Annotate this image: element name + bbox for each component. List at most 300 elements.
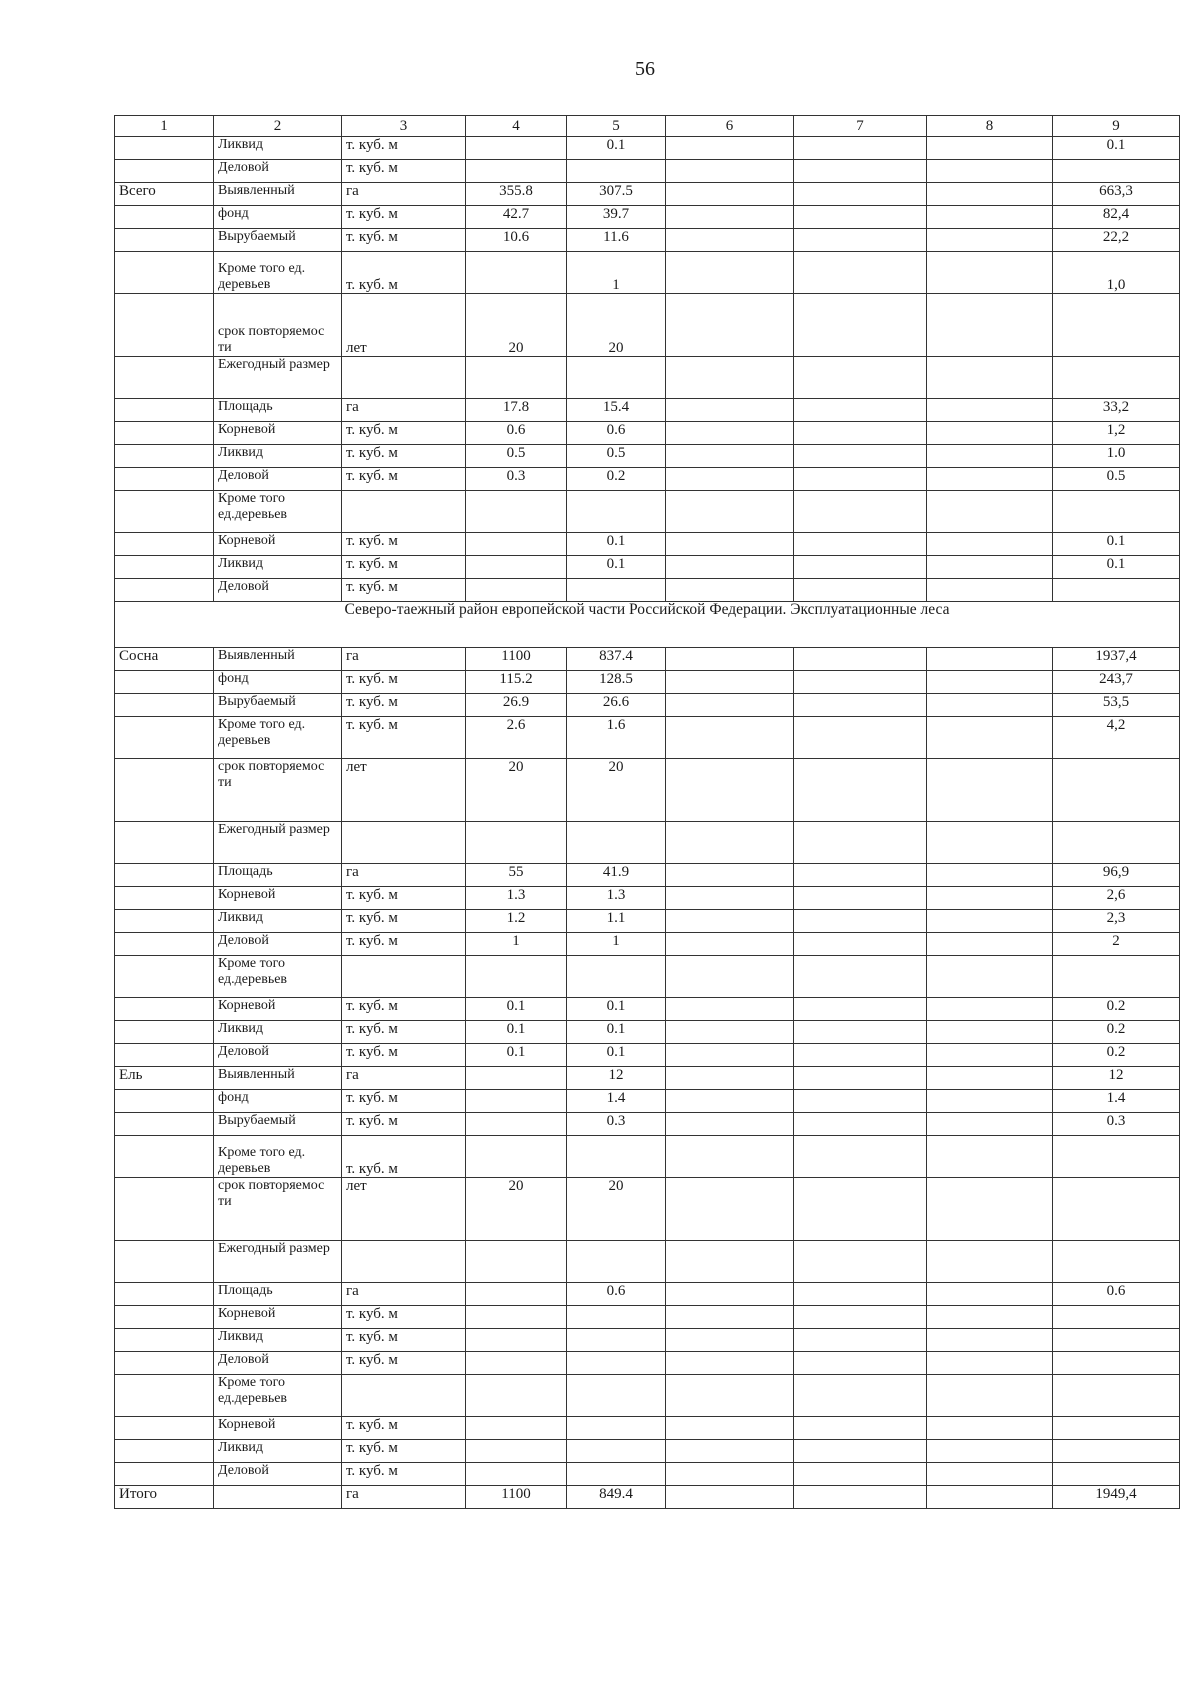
table-row bbox=[115, 933, 1180, 956]
indicator-cell: Площадь bbox=[214, 864, 342, 887]
indicator-cell: Ликвид bbox=[214, 1440, 342, 1463]
species-cell bbox=[115, 533, 214, 556]
indicator-cell: Выявленный bbox=[214, 1067, 342, 1090]
value-cell bbox=[794, 1283, 927, 1306]
indicator-cell: Деловой bbox=[214, 1352, 342, 1375]
species-cell bbox=[115, 998, 214, 1021]
value-cell bbox=[466, 579, 567, 602]
value-cell bbox=[927, 648, 1053, 671]
value-cell: 849.4 bbox=[567, 1486, 666, 1509]
species-cell bbox=[115, 1417, 214, 1440]
value-cell bbox=[666, 759, 794, 822]
value-cell bbox=[666, 1113, 794, 1136]
value-cell: 41.9 bbox=[567, 864, 666, 887]
unit-cell: т. куб. м bbox=[342, 910, 466, 933]
value-cell: 128.5 bbox=[567, 671, 666, 694]
total-cell: 2,6 bbox=[1053, 887, 1180, 910]
value-cell: 0.1 bbox=[567, 533, 666, 556]
indicator-cell: Вырубаемый bbox=[214, 694, 342, 717]
value-cell bbox=[666, 579, 794, 602]
unit-cell bbox=[342, 1241, 466, 1283]
species-cell bbox=[115, 1440, 214, 1463]
indicator-cell: Корневой bbox=[214, 887, 342, 910]
value-cell bbox=[666, 1463, 794, 1486]
species-cell bbox=[115, 910, 214, 933]
total-cell: 1937,4 bbox=[1053, 648, 1180, 671]
species-cell bbox=[115, 1463, 214, 1486]
table-row bbox=[115, 533, 1180, 556]
unit-cell: т. куб. м bbox=[342, 579, 466, 602]
table-row bbox=[115, 137, 1180, 160]
value-cell bbox=[927, 910, 1053, 933]
value-cell bbox=[927, 694, 1053, 717]
value-cell bbox=[466, 556, 567, 579]
forest-data-table bbox=[114, 115, 1180, 1509]
value-cell bbox=[666, 1136, 794, 1178]
table-row bbox=[115, 1178, 1180, 1241]
value-cell bbox=[794, 579, 927, 602]
indicator-cell: срок повторяемос ти bbox=[214, 759, 342, 822]
indicator-cell: Деловой bbox=[214, 160, 342, 183]
total-cell: 33,2 bbox=[1053, 399, 1180, 422]
value-cell bbox=[466, 1440, 567, 1463]
value-cell bbox=[666, 137, 794, 160]
total-cell bbox=[1053, 1440, 1180, 1463]
value-cell bbox=[666, 422, 794, 445]
unit-cell bbox=[342, 956, 466, 998]
value-cell bbox=[927, 1306, 1053, 1329]
table-row bbox=[115, 357, 1180, 399]
value-cell bbox=[927, 822, 1053, 864]
value-cell bbox=[927, 206, 1053, 229]
value-cell: 0.1 bbox=[567, 1021, 666, 1044]
species-cell bbox=[115, 1113, 214, 1136]
table-row bbox=[115, 252, 1180, 294]
species-cell bbox=[115, 160, 214, 183]
value-cell bbox=[927, 1090, 1053, 1113]
value-cell bbox=[927, 1375, 1053, 1417]
value-cell bbox=[466, 1329, 567, 1352]
indicator-cell: Ликвид bbox=[214, 556, 342, 579]
total-cell bbox=[1053, 822, 1180, 864]
value-cell bbox=[794, 1486, 927, 1509]
value-cell bbox=[794, 1090, 927, 1113]
unit-cell: т. куб. м bbox=[342, 717, 466, 759]
value-cell bbox=[794, 694, 927, 717]
indicator-cell: Ежегодный размер bbox=[214, 357, 342, 399]
value-cell bbox=[927, 998, 1053, 1021]
value-cell bbox=[927, 717, 1053, 759]
value-cell: 1.1 bbox=[567, 910, 666, 933]
species-cell bbox=[115, 357, 214, 399]
indicator-cell: срок повторяемос ти bbox=[214, 1178, 342, 1241]
total-cell: 0.6 bbox=[1053, 1283, 1180, 1306]
value-cell bbox=[466, 1067, 567, 1090]
unit-cell: т. куб. м bbox=[342, 1352, 466, 1375]
value-cell bbox=[794, 1178, 927, 1241]
value-cell bbox=[567, 579, 666, 602]
value-cell bbox=[927, 759, 1053, 822]
indicator-cell: Деловой bbox=[214, 468, 342, 491]
value-cell bbox=[567, 160, 666, 183]
value-cell bbox=[794, 910, 927, 933]
value-cell bbox=[666, 1178, 794, 1241]
total-cell: 0.2 bbox=[1053, 998, 1180, 1021]
unit-cell: т. куб. м bbox=[342, 1329, 466, 1352]
value-cell bbox=[794, 1044, 927, 1067]
value-cell bbox=[794, 671, 927, 694]
indicator-cell: Деловой bbox=[214, 579, 342, 602]
total-cell bbox=[1053, 759, 1180, 822]
unit-cell: га bbox=[342, 1067, 466, 1090]
value-cell bbox=[666, 491, 794, 533]
species-cell bbox=[115, 252, 214, 294]
unit-cell: т. куб. м bbox=[342, 1440, 466, 1463]
value-cell bbox=[794, 252, 927, 294]
value-cell bbox=[927, 183, 1053, 206]
value-cell bbox=[567, 1463, 666, 1486]
indicator-cell: Выявленный bbox=[214, 648, 342, 671]
unit-cell bbox=[342, 491, 466, 533]
table-row bbox=[115, 864, 1180, 887]
table-row bbox=[115, 1463, 1180, 1486]
unit-cell: т. куб. м bbox=[342, 206, 466, 229]
table-row bbox=[115, 694, 1180, 717]
value-cell bbox=[666, 357, 794, 399]
total-cell: 0.2 bbox=[1053, 1021, 1180, 1044]
unit-cell: га bbox=[342, 648, 466, 671]
unit-cell: лет bbox=[342, 294, 466, 357]
table-row bbox=[115, 822, 1180, 864]
value-cell bbox=[794, 399, 927, 422]
value-cell: 42.7 bbox=[466, 206, 567, 229]
total-cell: 2 bbox=[1053, 933, 1180, 956]
unit-cell bbox=[342, 822, 466, 864]
species-cell bbox=[115, 1090, 214, 1113]
species-cell bbox=[115, 1375, 214, 1417]
value-cell: 0.3 bbox=[567, 1113, 666, 1136]
value-cell bbox=[666, 468, 794, 491]
value-cell: 12 bbox=[567, 1067, 666, 1090]
value-cell bbox=[666, 1241, 794, 1283]
table-row bbox=[115, 206, 1180, 229]
value-cell bbox=[794, 137, 927, 160]
value-cell bbox=[794, 717, 927, 759]
value-cell bbox=[567, 491, 666, 533]
table-row bbox=[115, 1067, 1180, 1090]
value-cell bbox=[794, 956, 927, 998]
total-cell bbox=[1053, 956, 1180, 998]
unit-cell: лет bbox=[342, 759, 466, 822]
indicator-cell: Кроме того ед.деревьев bbox=[214, 956, 342, 998]
value-cell bbox=[466, 491, 567, 533]
value-cell bbox=[794, 160, 927, 183]
value-cell bbox=[794, 294, 927, 357]
unit-cell: т. куб. м bbox=[342, 252, 466, 294]
unit-cell: т. куб. м bbox=[342, 887, 466, 910]
species-cell bbox=[115, 1178, 214, 1241]
value-cell bbox=[466, 956, 567, 998]
value-cell bbox=[927, 933, 1053, 956]
value-cell: 1.4 bbox=[567, 1090, 666, 1113]
species-cell bbox=[115, 956, 214, 998]
value-cell: 0.5 bbox=[466, 445, 567, 468]
indicator-cell: Кроме того ед.деревьев bbox=[214, 1375, 342, 1417]
unit-cell: т. куб. м bbox=[342, 1021, 466, 1044]
total-cell: 2,3 bbox=[1053, 910, 1180, 933]
value-cell bbox=[794, 183, 927, 206]
total-cell bbox=[1053, 1329, 1180, 1352]
species-cell bbox=[115, 1136, 214, 1178]
value-cell bbox=[794, 1417, 927, 1440]
value-cell bbox=[567, 357, 666, 399]
total-cell: 96,9 bbox=[1053, 864, 1180, 887]
value-cell: 39.7 bbox=[567, 206, 666, 229]
table-row bbox=[115, 956, 1180, 998]
species-cell bbox=[115, 1044, 214, 1067]
section-heading-row bbox=[115, 602, 1180, 648]
total-cell: 243,7 bbox=[1053, 671, 1180, 694]
table-row bbox=[115, 1113, 1180, 1136]
total-cell: 12 bbox=[1053, 1067, 1180, 1090]
value-cell: 26.9 bbox=[466, 694, 567, 717]
value-cell bbox=[794, 1352, 927, 1375]
page-number: 56 bbox=[635, 58, 655, 80]
value-cell bbox=[666, 1440, 794, 1463]
species-cell bbox=[115, 468, 214, 491]
indicator-cell: Корневой bbox=[214, 533, 342, 556]
total-cell: 663,3 bbox=[1053, 183, 1180, 206]
value-cell bbox=[794, 1021, 927, 1044]
total-cell: 0.2 bbox=[1053, 1044, 1180, 1067]
value-cell bbox=[666, 229, 794, 252]
total-cell: 82,4 bbox=[1053, 206, 1180, 229]
value-cell: 2.6 bbox=[466, 717, 567, 759]
total-cell: 0.1 bbox=[1053, 533, 1180, 556]
total-cell bbox=[1053, 491, 1180, 533]
unit-cell: т. куб. м bbox=[342, 1044, 466, 1067]
unit-cell: т. куб. м bbox=[342, 533, 466, 556]
value-cell: 55 bbox=[466, 864, 567, 887]
value-cell bbox=[794, 445, 927, 468]
unit-cell: т. куб. м bbox=[342, 468, 466, 491]
table-row bbox=[115, 1417, 1180, 1440]
table-row bbox=[115, 1241, 1180, 1283]
indicator-cell: фонд bbox=[214, 206, 342, 229]
table-row bbox=[115, 160, 1180, 183]
unit-cell: т. куб. м bbox=[342, 445, 466, 468]
species-cell: Сосна bbox=[115, 648, 214, 671]
column-header: 1 bbox=[115, 116, 214, 137]
table-row bbox=[115, 759, 1180, 822]
total-cell: 0.1 bbox=[1053, 137, 1180, 160]
species-cell bbox=[115, 229, 214, 252]
value-cell bbox=[666, 1486, 794, 1509]
indicator-cell: Кроме того ед. деревьев bbox=[214, 1136, 342, 1178]
value-cell bbox=[666, 1090, 794, 1113]
table-row bbox=[115, 399, 1180, 422]
indicator-cell: Площадь bbox=[214, 1283, 342, 1306]
value-cell bbox=[927, 1463, 1053, 1486]
value-cell bbox=[927, 1113, 1053, 1136]
value-cell bbox=[927, 1352, 1053, 1375]
species-cell bbox=[115, 1329, 214, 1352]
unit-cell: т. куб. м bbox=[342, 1113, 466, 1136]
total-cell bbox=[1053, 579, 1180, 602]
value-cell bbox=[927, 579, 1053, 602]
indicator-cell: Корневой bbox=[214, 1417, 342, 1440]
indicator-cell: Деловой bbox=[214, 1463, 342, 1486]
value-cell: 15.4 bbox=[567, 399, 666, 422]
value-cell bbox=[927, 294, 1053, 357]
value-cell bbox=[927, 1067, 1053, 1090]
value-cell: 1 bbox=[567, 252, 666, 294]
unit-cell: т. куб. м bbox=[342, 694, 466, 717]
value-cell bbox=[794, 1067, 927, 1090]
species-cell bbox=[115, 579, 214, 602]
unit-cell: т. куб. м bbox=[342, 1306, 466, 1329]
value-cell: 837.4 bbox=[567, 648, 666, 671]
value-cell: 10.6 bbox=[466, 229, 567, 252]
value-cell bbox=[666, 160, 794, 183]
table-row bbox=[115, 468, 1180, 491]
table-row bbox=[115, 910, 1180, 933]
value-cell bbox=[567, 1329, 666, 1352]
unit-cell: т. куб. м bbox=[342, 998, 466, 1021]
value-cell: 307.5 bbox=[567, 183, 666, 206]
value-cell bbox=[794, 759, 927, 822]
value-cell bbox=[927, 1417, 1053, 1440]
value-cell: 115.2 bbox=[466, 671, 567, 694]
total-cell: 0.1 bbox=[1053, 556, 1180, 579]
value-cell bbox=[927, 533, 1053, 556]
value-cell bbox=[666, 1329, 794, 1352]
species-cell bbox=[115, 933, 214, 956]
species-cell bbox=[115, 717, 214, 759]
value-cell bbox=[666, 445, 794, 468]
table-row bbox=[115, 579, 1180, 602]
value-cell bbox=[466, 822, 567, 864]
value-cell bbox=[927, 468, 1053, 491]
value-cell bbox=[927, 1283, 1053, 1306]
value-cell bbox=[927, 229, 1053, 252]
value-cell bbox=[666, 910, 794, 933]
value-cell: 0.1 bbox=[567, 1044, 666, 1067]
indicator-cell: Деловой bbox=[214, 1044, 342, 1067]
indicator-cell: Площадь bbox=[214, 399, 342, 422]
value-cell bbox=[666, 956, 794, 998]
value-cell bbox=[666, 1417, 794, 1440]
species-cell bbox=[115, 556, 214, 579]
value-cell: 20 bbox=[567, 759, 666, 822]
unit-cell: га bbox=[342, 864, 466, 887]
unit-cell: лет bbox=[342, 1178, 466, 1241]
value-cell: 1.3 bbox=[567, 887, 666, 910]
value-cell bbox=[927, 1329, 1053, 1352]
column-header: 3 bbox=[342, 116, 466, 137]
value-cell bbox=[927, 1178, 1053, 1241]
value-cell bbox=[927, 1486, 1053, 1509]
value-cell bbox=[666, 1021, 794, 1044]
value-cell bbox=[794, 229, 927, 252]
value-cell: 20 bbox=[567, 294, 666, 357]
value-cell bbox=[794, 1440, 927, 1463]
total-cell: 4,2 bbox=[1053, 717, 1180, 759]
value-cell: 0.1 bbox=[567, 137, 666, 160]
value-cell bbox=[927, 864, 1053, 887]
total-cell: 1,0 bbox=[1053, 252, 1180, 294]
value-cell: 1.3 bbox=[466, 887, 567, 910]
value-cell bbox=[794, 533, 927, 556]
value-cell bbox=[666, 1306, 794, 1329]
value-cell bbox=[794, 206, 927, 229]
value-cell bbox=[794, 468, 927, 491]
table-row bbox=[115, 1136, 1180, 1178]
table-row bbox=[115, 1352, 1180, 1375]
value-cell bbox=[666, 694, 794, 717]
value-cell bbox=[567, 1417, 666, 1440]
column-header: 8 bbox=[927, 116, 1053, 137]
value-cell bbox=[927, 671, 1053, 694]
species-cell bbox=[115, 1241, 214, 1283]
unit-cell: т. куб. м bbox=[342, 1463, 466, 1486]
indicator-cell: Ликвид bbox=[214, 137, 342, 160]
unit-cell: га bbox=[342, 399, 466, 422]
species-cell bbox=[115, 422, 214, 445]
indicator-cell: Вырубаемый bbox=[214, 1113, 342, 1136]
column-header: 6 bbox=[666, 116, 794, 137]
value-cell bbox=[466, 1306, 567, 1329]
unit-cell: т. куб. м bbox=[342, 1136, 466, 1178]
table-row bbox=[115, 1440, 1180, 1463]
table-row bbox=[115, 1283, 1180, 1306]
total-cell: 53,5 bbox=[1053, 694, 1180, 717]
total-cell bbox=[1053, 1178, 1180, 1241]
value-cell bbox=[567, 1306, 666, 1329]
value-cell bbox=[927, 1044, 1053, 1067]
value-cell bbox=[666, 864, 794, 887]
value-cell bbox=[666, 183, 794, 206]
indicator-cell: Вырубаемый bbox=[214, 229, 342, 252]
value-cell bbox=[927, 252, 1053, 294]
value-cell bbox=[794, 933, 927, 956]
value-cell bbox=[927, 422, 1053, 445]
value-cell bbox=[567, 1440, 666, 1463]
table-row bbox=[115, 1090, 1180, 1113]
value-cell bbox=[927, 1440, 1053, 1463]
indicator-cell: Кроме того ед.деревьев bbox=[214, 491, 342, 533]
species-cell bbox=[115, 1283, 214, 1306]
value-cell bbox=[927, 160, 1053, 183]
value-cell bbox=[466, 533, 567, 556]
value-cell bbox=[567, 1375, 666, 1417]
value-cell bbox=[666, 1044, 794, 1067]
total-cell bbox=[1053, 1417, 1180, 1440]
species-cell bbox=[115, 137, 214, 160]
unit-cell: т. куб. м bbox=[342, 137, 466, 160]
value-cell bbox=[794, 1113, 927, 1136]
table-row bbox=[115, 556, 1180, 579]
unit-cell: т. куб. м bbox=[342, 229, 466, 252]
value-cell: 1.2 bbox=[466, 910, 567, 933]
value-cell bbox=[927, 399, 1053, 422]
value-cell bbox=[927, 887, 1053, 910]
table-row bbox=[115, 229, 1180, 252]
value-cell bbox=[666, 1352, 794, 1375]
column-number-header-row bbox=[115, 116, 1180, 137]
value-cell: 0.1 bbox=[567, 556, 666, 579]
species-cell bbox=[115, 294, 214, 357]
